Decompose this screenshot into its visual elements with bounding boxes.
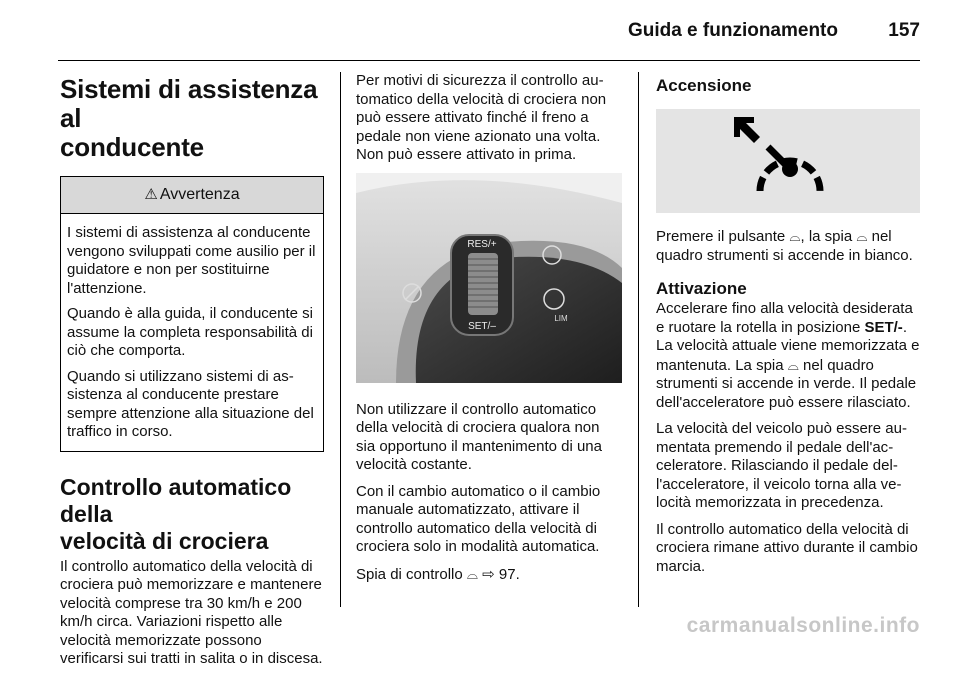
lim-label: LIM [554, 313, 568, 323]
section-title-cruise-control: Controllo automatico della velocità di crociera [60, 473, 292, 554]
column-divider-1 [340, 72, 341, 607]
attivazione-paragraph-1: Accelerare fino alla velocità desiderata e ruotare la rotella in posizione SET/-. La velocità attuale viene memorizzata e mantenuta. La spia ⌓ nel quadro strumenti si accende in verde. Il pedale dell'acceleratore può essere rilasciato. [656, 300, 920, 411]
steering-wheel-controls-photo [356, 173, 622, 383]
paragraph-constant-speed: Non utilizzare il controllo automatico della velocità di crociera qualora non sia opportuno il mantenimento di una velocità costante. [356, 400, 602, 473]
paragraph-automatic-gearbox: Con il cambio automatico o il cambio manuale automatizzato, attivare il controllo automatico della velocità di crociera solo in modalità automatica. [356, 482, 601, 555]
column-2 [356, 72, 622, 592]
section-title-driver-assistance: Sistemi di assistenza al conducente [60, 74, 318, 162]
chapter-title: Guida e funzionamento [627, 20, 838, 41]
page-number: 157 [888, 20, 920, 41]
warning-paragraph: Quando è alla guida, il conducente si assume la completa responsabilità di ciò che comporta. [67, 305, 314, 359]
accensione-text: Premere il pulsante ⌓, la spia ⌓ nel quadro strumenti si accende in bianco. [656, 228, 913, 264]
column-3 [656, 72, 922, 584]
page-header [0, 0, 960, 60]
column-1 [60, 72, 326, 677]
cruise-control-symbol-box [656, 109, 920, 213]
watermark: carmanualsonline.info [686, 614, 920, 637]
paragraph-control-light: Spia di controllo ⌓ ⇨ 97. [356, 565, 520, 583]
warning-paragraph: Quando si utilizzano sistemi di assistenza al conducente prestare sempre attenzione alla situazione del traffico in corso. [67, 367, 314, 440]
warning-box [60, 176, 324, 452]
column-divider-2 [638, 72, 639, 607]
warning-body [61, 214, 323, 451]
warning-title: Avvertenza [159, 186, 240, 203]
cruise-intro-text: Il controllo automatico della velocità di crociera può memorizzare e mantenere velocità comprese tra 30 km/h e 200 km/h circa. Variazioni rispetto alle velocità memorizzate possono verificarsi sui tratti in salita o in discesa. [60, 557, 323, 667]
cruise-control-icon: ⌓ [787, 356, 799, 373]
heading-accensione: Accensione [656, 76, 752, 95]
heading-attivazione: Attivazione [656, 279, 747, 298]
res-label: RES/+ [467, 238, 497, 250]
cruise-control-icon: ⌓ [466, 565, 478, 582]
reference-arrow-icon: ⇨ [482, 565, 495, 583]
set-label: SET/– [468, 320, 496, 332]
attivazione-paragraph-2: La velocità del veicolo può essere aumentata premendo il pedale dell'acceleratore. Rilasciando il pedale dell'acceleratore, il veicolo torna alla velocità memorizzata in precedenza. [656, 420, 907, 511]
warning-paragraph: I sistemi di assistenza al conducente vengono sviluppati come ausilio per il guidatore e non per sostituirne l'attenzione. [67, 224, 316, 297]
cruise-control-icon: ⌓ [856, 228, 868, 244]
safety-paragraph: Per motivi di sicurezza il controllo automatico della velocità di crociera non può essere attivato finché il freno a pedale non viene azionato una volta. Non può essere attivato in prima. [356, 72, 607, 163]
attivazione-paragraph-3: Il controllo automatico della velocità di crociera rimane attivo durante il cambio marcia. [656, 520, 918, 575]
cruise-control-icon: ⌓ [789, 228, 801, 244]
warning-header [61, 177, 323, 214]
header-rule [58, 60, 920, 61]
cruise-control-icon [656, 109, 920, 213]
warning-icon: ⚠ [144, 186, 158, 203]
steering-wheel-photo-art [356, 173, 622, 383]
